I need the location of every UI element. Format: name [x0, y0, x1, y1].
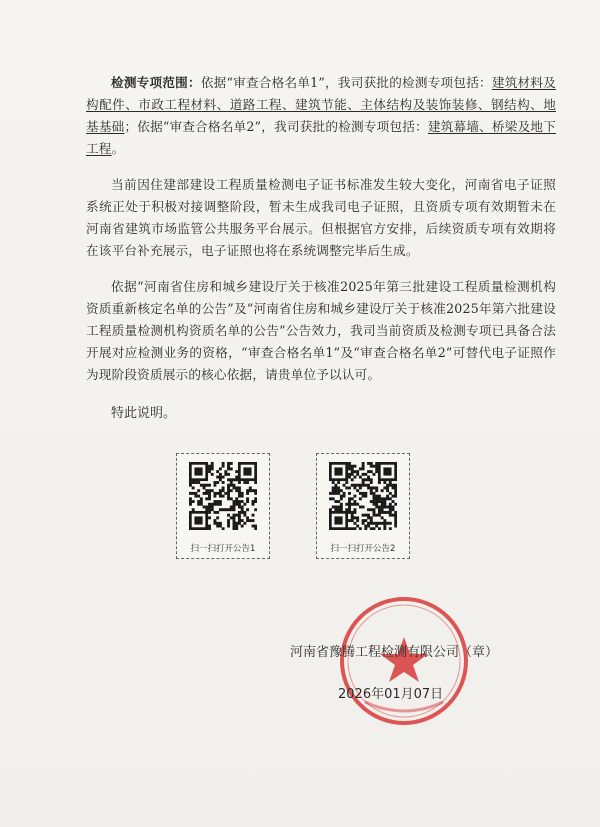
scope-text-1: 依据“审查合格名单1”，我司获批的检测专项包括：: [200, 75, 492, 90]
qr-code-icon: [189, 462, 257, 530]
document-body: [86, 72, 556, 400]
closing-statement: 特此说明。: [111, 406, 177, 421]
qr-caption-1: 扫一扫打开公告1: [190, 544, 256, 554]
paragraph-scope: [86, 72, 556, 160]
scope-list-1: 建筑材料及构配件、市政工程材料、道路工程、建筑节能、主体结构及装饰装修、钢结构、地基基础: [86, 75, 556, 134]
company-seal-icon: [335, 592, 473, 730]
paragraph-status: 当前因住建部建设工程质量检测电子证书标准发生较大变化，河南省电子证照系统正处于积极对接调整阶段，暂未生成我司电子证照，且资质专项有效期暂未在河南省建筑市场监管公共服务平台展示。但根据官方安排，后续资质专项有效期将在该平台补充展示，电子证照也将在系统调整完毕后生成。: [86, 177, 556, 258]
company-signature: 河南省豫腾工程检测有限公司（章）: [290, 645, 499, 660]
qr-code-box-2[interactable]: [316, 453, 410, 559]
scope-lead: 检测专项范围：: [111, 75, 201, 90]
scope-text-2: ；依据“审查合格名单2”，我司获批的检测专项包括：: [124, 119, 428, 134]
scope-text-3: 。: [111, 141, 125, 156]
qr-code-icon: [329, 462, 397, 530]
qr-code-box-1[interactable]: [176, 453, 270, 559]
signature-date: 2026年01月07日: [338, 687, 444, 702]
paragraph-basis: 依据“河南省住房和城乡建设厅关于核准2025年第三批建设工程质量检测机构资质重新核定名单的公告”及“河南省住房和城乡建设厅关于核准2025年第六批建设工程质量检测机构资质名单的公告”公告效力，我司当前资质及检测专项已具备合法开展对应检测业务的资格，“审查合格名单1”及“审查合格名单2”可替代电子证照作为现阶段资质展示的核心依据，请贵单位予以认可。: [86, 279, 556, 382]
scope-list-2: 建筑幕墙、桥梁及地下工程: [86, 119, 557, 156]
qr-caption-2: 扫一扫打开公告2: [330, 544, 396, 554]
